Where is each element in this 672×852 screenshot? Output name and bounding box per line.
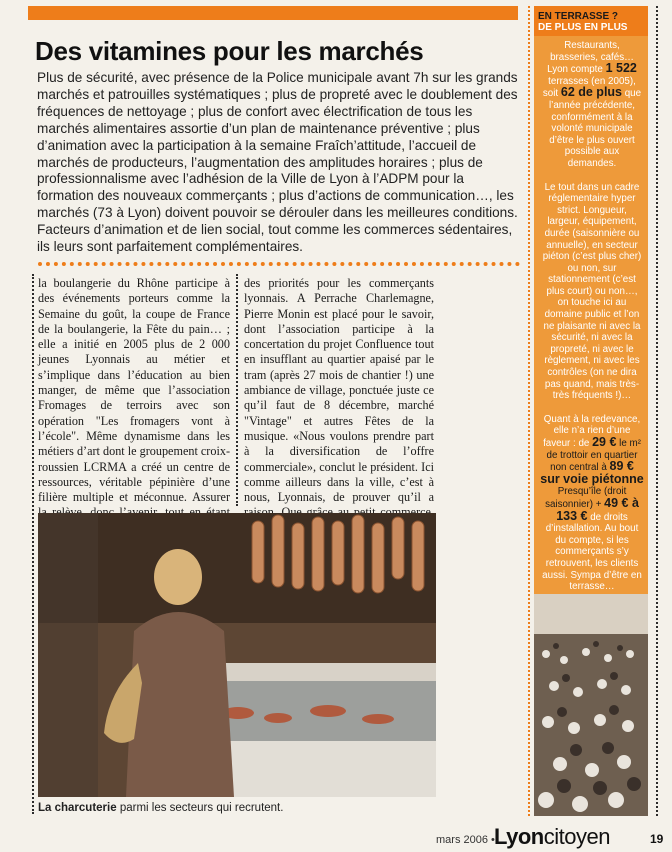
sidebar-paragraph-3 [540, 414, 644, 593]
terrace-count: 1 522 [605, 61, 637, 76]
sidebar-p3-text: Quant à la redevance, elle n’a rien d’une faveur : de [543, 413, 641, 449]
left-dotted-border [32, 274, 34, 814]
magazine-brand: Lyon [494, 824, 544, 849]
article-headline: Des vitamines pour les marchés [35, 36, 424, 66]
sidebar-p1-text-3: que l’année précédente, conformément à la volonté municipale d’être le plus ouvert possible aux demandes. [548, 88, 642, 169]
body-column-left: la boulangerie du Rhône participe à des événements porteurs comme la Semaine du goût, la coupe de France de la boulangerie, la Fête du pain… ; elle a initié en 2005 plus de 2 000 jeunes Lyonnais au métier et s’implique dans l’éducation au bien manger, de même que l’association Fromages de terroirs avec son opération "Les fromagers vont à l’école". Même dynamisme dans les métiers d’art dont le groupement croix-roussien LCRMA a créé un centre de ressources, véritable pépinière d’une filière multiple et méconnue. Assurer [38, 276, 230, 505]
install-fee-range: 49 € à 133 € [556, 495, 639, 523]
sidebar-paragraph-2: Le tout dans un cadre réglementaire hyper strict. Longueur, largeur, équipement, durée (saisonnière ou annuelle), en secteur piéton (c’est plus cher) ou non, sur stationnement (c’est plus court) ou non…, on touche ici au domaine public et l’on ne plaisante ni avec la sécurité, ni avec la propreté, ni avec le règlement, ni avec les contrôles (on ne dira pas quand, mais très-très fréquents !)… [542, 181, 642, 402]
sidebar-subtitle: DE PLUS EN PLUS [538, 22, 628, 33]
charcuterie-illustration [38, 513, 436, 797]
sidebar-p3-text-4: de droits d’installation. Au bout du compte, si les commerçants s’y retrouvent, les clients aussi. Sympa d’être en terrasse… [542, 511, 642, 593]
magazine-logo [494, 824, 610, 850]
terrace-crowd-photo [534, 594, 648, 816]
sidebar-p3-text-2: le m² de trottoir en quartier non central à [546, 438, 641, 474]
sidebar-terrasse [534, 6, 648, 594]
sidebar-p1-text-2: terrasses (en 2005), soit [542, 75, 636, 100]
terrace-crowd-illustration [534, 594, 648, 816]
section-divider [38, 262, 520, 270]
issue-date: mars 2006 • [436, 834, 495, 846]
fee-min: 29 € [592, 435, 617, 449]
caption-bold: La charcuterie [38, 802, 117, 814]
right-dotted-border [656, 6, 658, 816]
fee-pedestrian: 89 € sur voie piétonne [540, 459, 644, 486]
charcuterie-photo [38, 513, 436, 797]
sidebar-p3-text-3: Presqu’île (droit saisonnier) + [545, 486, 627, 510]
sidebar-dotted-border [528, 6, 530, 816]
page-number: 19 [650, 832, 664, 846]
article-lead: Plus de sécurité, avec présence de la Police municipale avant 7h sur les grands marchés et patrouilles systématiques ; plus de propreté avec le doublement des fréquences de nettoyage ; plus de confort avec électrification de tous les marchés alimentaires assortie d’un plan de maintenance préventive ; plus d’animation avec la participation à la semaine Fraîch’attitude, l’accueil de marchés de producteurs, l’augmentation des amplitudes horaires ; plus de professionnalisme avec l’adhésion de la Ville de Lyon à l’ADPM pour la formation des nouveaux commerçants ; plus d’actions de communication…, les marchés (73 à Lyon) doivent pouvoir se dérouler dans les meilleures conditions. Facteurs d’animation et de lien social, tout comme les commerces sédentaires, ils leurs sont parfaitement complémentaires. [37, 70, 518, 255]
top-accent-bar [28, 6, 518, 20]
sidebar-header [534, 6, 648, 36]
terrace-increase: 62 de plus [560, 85, 623, 100]
sidebar-body [534, 36, 648, 593]
magazine-brand-sub: citoyen [543, 824, 610, 849]
photo-caption [38, 802, 436, 814]
column-divider [236, 274, 238, 506]
sidebar-paragraph-1 [540, 40, 644, 170]
sidebar-p1-text: Restaurants, brasseries, cafés… Lyon compte [547, 40, 634, 76]
sidebar-title: EN TERRASSE ? [538, 11, 619, 22]
body-column-right: des priorités pour les commerçants lyonnais. A Perrache Charlemagne, Pierre Monin est placé pour le savoir, dont l’association participe à la concertation du projet Confluence tout en insufflant au quartier apaisé par le tram (après 27 mois de chantier !) une ambiance de village, ponctuée juste ce qu’il faut de 8 décembre, marché "Vintage" et autres Fêtes de la musique. «Nous voulons prendre part à la diversification de l’offre commerciale», conclut le président. Ici comme ailleurs dans la ville, c’est à nous, Lyonnais, de prouver qu’il a [244, 276, 434, 505]
caption-text: parmi les secteurs qui recrutent. [116, 802, 284, 814]
